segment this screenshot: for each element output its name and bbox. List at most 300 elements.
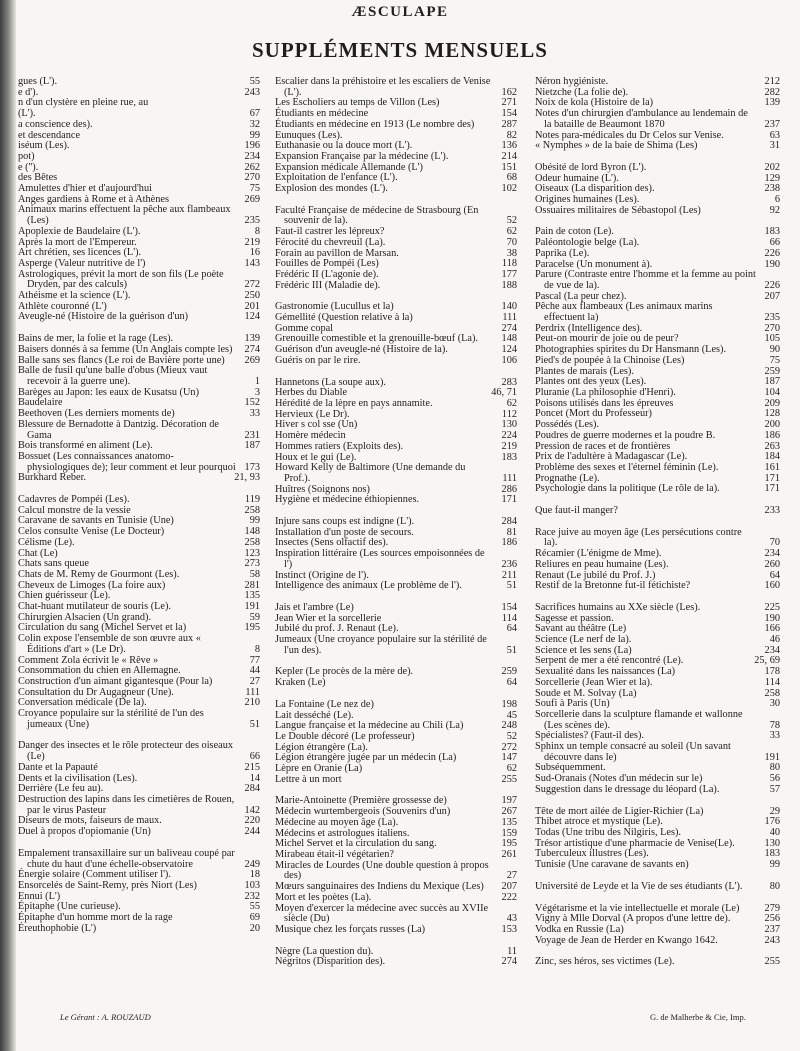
entry-page: 183 [764,848,780,860]
entry-title: Sphinx un temple consacré au soleil (Un savant découvre dans le) [535,741,731,763]
entry-title: Intelligence des animaux (Le problème de l'). [275,580,462,592]
entry-page: 238 [764,183,780,195]
entry-page: 259 [764,365,780,377]
entry-title: Apoplexie de Baudelaire (L'). [18,225,141,237]
entry-page: 139 [244,333,260,345]
entry-page: 226 [764,247,780,259]
entry-title: Kepler (Le procès de la mère de). [275,666,414,678]
entry-title: Chats sans queue [18,558,89,570]
entry-page: 171 [764,472,780,484]
page-title: SUPPLÉMENTS MENSUELS [252,38,548,62]
entry-title: Férocité du chevreuil (La). [275,236,386,248]
index-entry [275,356,517,367]
entry-title: Le Double décoré (Le professeur) [275,730,415,742]
entry-title: Frédéric III (Maladie de). [275,279,381,291]
entry-title: Origines humaines (Les). [535,194,640,206]
entry-page: 267 [501,806,517,818]
entry-page: 130 [501,419,517,431]
entry-title: Escalier dans la préhistoire et les escaliers de Venise (L'). [275,76,491,98]
entry-page: 183 [764,226,780,238]
entry-page: 184 [764,451,780,463]
entry-page: 64 [769,569,780,581]
entry-title: Todas (Une tribu des Nilgiris, Les). [535,827,681,838]
entry-title: Sud-Oranais (Notes d'un médecin sur le) [535,773,703,785]
entry-page: 214 [501,150,517,162]
entry-title: Savant au théâtre (Le) [535,623,627,635]
entry-page: 136 [501,140,517,152]
entry-title: Lait desséché (Le). [275,709,354,721]
entry-title: Végétarisme et la vie intellectuelle et morale (Le) [535,902,740,914]
entry-page: 104 [764,386,780,398]
entry-page: 258 [244,504,260,516]
entry-title: Grenouille comestible et la grenouille-bœuf (La). [275,333,479,345]
entry-title: Renaut (Le jubilé du Prof. J.) [535,569,656,581]
entry-title: Eunuques (Les). [275,129,343,141]
index-entry [18,420,260,441]
entry-page: 269 [244,354,260,366]
entry-title: Bains de mer, la folie et la rage (Les). [18,333,174,345]
entry-page: 55 [249,76,260,87]
entry-title: Vodka en Russie (La) [535,923,624,935]
entry-page: 111 [502,472,517,484]
entry-title: Faut-il castrer les lépreux? [275,226,385,238]
entry-page: 52 [506,215,517,227]
entry-page: 75 [769,354,780,366]
index-entry [275,238,517,249]
entry-title: Sacrifices humains au XXe siècle (Les). [535,601,701,613]
entry-title: Aveugle-né (Histoire de la guérison d'un) [18,311,189,323]
entry-title: Spécialistes? (Faut-il des). [535,730,644,742]
entry-title: Paracelse (Un monument à). [535,258,653,270]
entry-title: Huîtres (Soignons nos) [275,483,370,495]
entry-title: Oiseaux (La disparition des). [535,183,655,195]
index-entry [18,120,260,131]
entry-title: Subséquemment. [535,762,606,774]
entry-title: Après la mort de l'Empereur. [18,236,137,248]
entry-title: Barèges au Japon: les eaux de Kusatsu (Un) [18,386,199,398]
entry-title: Inspiration littéraire (Les sources empoisonnées de l') [275,548,485,570]
entry-title: Chien guérisseur (Le). [18,590,111,602]
entry-title: Fouilles de Pompéi (Les) [275,258,379,270]
entry-title: Blessure de Bernadotte à Dantzig. Décoration de Gama [18,418,220,441]
entry-title: Chat-huant mutilateur de souris (Le). [18,601,171,613]
index-entry [535,581,780,592]
entry-title: Consommation du chien en Allemagne. [18,665,181,677]
index-entry [535,206,780,217]
entry-page: 207 [764,290,780,302]
entry-page: 226 [764,279,780,291]
entry-page: 232 [244,890,260,902]
entry-title: Houx et le gui (Le). [275,451,357,463]
entry-page: 261 [501,849,517,860]
entry-page: 92 [769,204,780,216]
entry-title: Prognathe (Le). [535,472,600,484]
entry-page: 281 [244,579,260,591]
entry-page: 195 [501,838,517,850]
index-entry [535,431,780,442]
index-entry [275,184,517,195]
entry-title: Croyance populaire sur la stérilité de l'un des jumeaux (Une) [18,708,204,730]
entry-title: Caravane de savants en Tunisie (Une) [18,515,174,527]
entry-page: 123 [244,547,260,559]
entry-title: Instinct (Origine de l'). [275,569,369,581]
entry-title: et descendance [18,129,81,141]
entry-page: 243 [764,934,780,946]
entry-title: Pain de coton (Le). [535,226,614,238]
entry-title: La Fontaine (Le nez de) [275,698,374,710]
entry-page: 235 [764,312,780,324]
entry-page: 62 [506,397,517,409]
entry-page: 219 [244,236,260,248]
entry-page: 166 [764,623,780,635]
index-entry [18,452,260,473]
entry-title: Mœurs sanguinaires des Indiens du Mexique (Les) [275,881,484,893]
entry-title: Pied's de poupée à la Chinoise (Les) [535,354,685,366]
entry-page: 114 [764,676,780,688]
entry-page: 70 [769,537,780,549]
entry-title: Hervieux (Le Dr). [275,408,350,420]
index-entry [535,528,780,549]
index-entry [18,345,260,356]
index-entry [535,936,780,947]
entry-title: « Nymphes » de la baie de Shima (Les) [535,140,698,152]
entry-title: Négritos (Disparition des). [275,956,386,968]
entry-title: Perdrix (Intelligence des). [535,322,643,334]
entry-page: 186 [764,429,780,441]
entry-page: 45 [506,709,517,721]
index-entry [535,678,780,689]
index-entry [18,795,260,816]
index-entry [535,860,780,871]
entry-page: 187 [244,440,260,452]
entry-page: 196 [244,140,260,152]
index-entry [275,581,517,592]
entry-page: 75 [249,183,260,195]
entry-title: Baudelaire [18,397,63,409]
entry-page: 153 [501,923,517,935]
entry-title: Frédéric II (L'agonie de). [275,268,379,280]
entry-page: 68 [506,172,517,184]
index-entry [18,77,260,88]
entry-title: Guéris on par le rire. [275,354,361,366]
footer-gerant: Le Gérant : A. ROUZAUD [60,1012,151,1022]
entry-page: 14 [249,772,260,784]
entry-page: 225 [764,601,780,613]
entry-page: 67 [249,108,260,120]
entry-page: 201 [244,300,260,312]
index-entry [535,270,780,291]
index-entry [535,506,780,517]
entry-title: Kraken (Le) [275,677,326,689]
entry-title: Comment Zola écrivit le « Rêve » [18,654,159,666]
index-entry [535,710,780,731]
entry-page: 99 [249,129,260,141]
entry-title: Calcul monstre de la vessie [18,504,131,516]
entry-page: 258 [244,536,260,548]
entry-page: 190 [764,258,780,270]
entry-page: 171 [764,483,780,495]
entry-title: Balle de fusil qu'une balle d'obus (Mieux vaut recevoir à la guerre une). [18,365,208,387]
entry-page: 57 [769,783,780,795]
entry-title: Miracles de Lourdes (Une double question à propos des) [275,859,489,882]
index-entry [18,205,260,226]
index-entry [535,249,780,260]
entry-page: 124 [244,311,260,323]
entry-page: 178 [764,666,780,678]
entry-page: 186 [501,537,517,549]
entry-page: 160 [764,580,780,592]
entry-title: Sorcellerie (Jean Wier et la). [535,676,653,688]
entry-page: 237 [764,118,780,130]
entry-page: 11 [507,945,517,957]
entry-title: Installation d'un poste de secours. [275,526,414,538]
entry-page: 63 [769,129,780,141]
entry-title: Trésor artistique d'une pharmacie de Venise(Le). [535,837,735,849]
entry-title: Insectes (Sens olfactif des). [275,537,389,549]
entry-page: 59 [249,611,260,623]
index-entry [275,925,517,936]
index-entry [275,635,517,656]
entry-title: Suggestion dans le dressage du léopard (La). [535,783,720,795]
entry-title: (L'). [18,108,36,120]
entry-title: Circulation du sang (Michel Servet et la) [18,622,187,634]
entry-page: 51 [249,718,260,730]
entry-page: 20 [249,922,260,934]
entry-title: Jubilé du prof. J. Renaut (Le). [275,623,399,635]
entry-title: Injure sans coups est indigne (L'). [275,516,415,528]
entry-page: 198 [501,698,517,710]
index-entry [535,882,780,893]
entry-title: Néron hygiéniste. [535,76,609,87]
entry-title: Burkhard Reber. [18,472,87,484]
index-entry [535,560,780,571]
entry-page: 8 [254,225,260,237]
entry-page: 25, 69 [754,655,780,667]
index-entry [275,120,517,131]
index-entry [275,77,517,98]
entry-title: a conscience des). [18,118,93,130]
entry-page: 187 [764,376,780,388]
entry-page: 139 [764,97,780,109]
entry-page: 262 [244,161,260,173]
entry-title: gues (L'). [18,76,58,87]
entry-page: 1 [254,375,260,387]
entry-page: 6 [774,194,780,206]
entry-title: Notes para-médicales du Dr Celos sur Venise. [535,129,724,141]
entry-page: 209 [764,397,780,409]
entry-page: 112 [501,408,517,420]
entry-title: Duel à propos d'opiomanie (Un) [18,826,151,838]
entry-title: Les Escholiers au temps de Villon (Les) [275,97,440,109]
entry-title: Science (Le nerf de la). [535,634,632,646]
entry-page: 234 [764,548,780,560]
entry-title: Gémellité (Question relative à la) [275,312,413,324]
entry-page: 46, 71 [491,387,517,399]
letter-gap [275,936,517,947]
entry-title: Odeur humaine (L'). [535,172,619,184]
entry-page: 195 [244,622,260,634]
entry-page: 31 [769,140,780,152]
entry-page: 82 [506,129,517,141]
entry-title: Éreuthophobie (L') [18,922,97,934]
entry-page: 207 [501,881,517,893]
entry-page: 102 [501,183,517,195]
entry-page: 111 [502,312,517,324]
entry-title: Sorcellerie dans la sculpture flamande et wallonne (Les scènes de). [535,708,743,731]
entry-page: 283 [501,376,517,388]
entry-page: 248 [501,720,517,732]
entry-page: 44 [249,665,260,677]
entry-title: Mirabeau était-il végétarien? [275,849,394,860]
entry-title: Lettre à un mort [275,773,342,785]
entry-title: Reliures en peau humaine (Les). [535,558,669,570]
entry-page: 142 [244,804,260,816]
entry-page: 234 [764,644,780,656]
entry-page: 210 [244,697,260,709]
entry-title: Dante et la Papauté [18,761,98,773]
entry-title: pot) [18,150,35,162]
entry-title: Tuberculeux illustres (Les). [535,848,649,860]
entry-page: 249 [244,858,260,870]
entry-page: 40 [769,827,780,838]
entry-title: Ennui (L') [18,890,61,902]
letter-gap [275,367,517,378]
entry-page: 27 [249,675,260,687]
index-entry [18,98,260,109]
index-entry [275,442,517,453]
entry-title: Prix de l'adultère à Madagascar (Le). [535,451,688,463]
entry-page: 258 [764,687,780,699]
entry-page: 90 [769,344,780,356]
entry-page: 212 [764,76,780,87]
entry-page: 16 [249,247,260,259]
entry-page: 176 [764,816,780,828]
index-entry [18,741,260,762]
entry-title: Énergie solaire (Comment utiliser l'). [18,869,171,881]
entry-title: Plantes ont des yeux (Les). [535,376,647,388]
entry-title: Michel Servet et la circulation du sang. [275,838,437,850]
entry-title: Paléontologie belge (La). [535,237,640,249]
entry-page: 80 [769,880,780,892]
entry-page: 29 [769,805,780,817]
entry-page: 66 [249,751,260,763]
entry-title: Baisers donnés à sa femme (Un Anglais compte les) [18,343,233,355]
entry-title: Expansion médicale Allemande (L') [275,161,423,173]
entry-page: 152 [244,397,260,409]
entry-title: Poudres de guerre modernes et la poudre B. [535,429,716,441]
entry-page: 33 [769,730,780,742]
entry-page: 284 [244,783,260,795]
index-column-2 [275,77,517,968]
entry-title: e (''). [18,161,39,173]
entry-page: 259 [501,666,517,678]
entry-page: 250 [244,290,260,302]
entry-title: Gomme copal [275,322,334,334]
index-entry [275,700,517,711]
entry-page: 260 [764,558,780,570]
entry-title: Voyage de Jean de Herder en Kwango 1642. [535,934,718,946]
index-entry [275,549,517,570]
entry-title: Sagesse et passion. [535,612,614,624]
binding-shadow [0,0,16,1051]
entry-title: Épitaphe (Une curieuse). [18,901,121,913]
entry-title: Bois transformé en aliment (Le). [18,440,153,452]
entry-title: Athéisme et la science (L'). [18,290,131,302]
entry-page: 202 [764,161,780,173]
index-entry [275,206,517,227]
running-head: ÆSCULAPE [351,4,449,20]
entry-title: Université de Leyde et la Vie de ses étudiants (L'). [535,880,743,892]
index-entry [535,742,780,763]
entry-page: 274 [501,956,517,968]
entry-title: Parure (Contraste entre l'homme et la femme au point de vue de la). [535,269,756,291]
entry-page: 237 [764,923,780,935]
entry-title: Danger des insectes et le rôle protecteur des oiseaux (Le) [18,740,234,763]
entry-page: 103 [244,879,260,891]
entry-page: 64 [506,623,517,635]
entry-title: Étudiants en médecine [275,108,369,120]
entry-page: 111 [245,686,260,698]
entry-title: Sexualité dans les naissances (La) [535,666,676,678]
entry-page: 114 [501,612,517,624]
entry-title: Pascal (La peur chez). [535,290,627,302]
entry-title: Exploitation de l'enfance (L'). [275,172,398,184]
entry-title: Derrière (Le feu au). [18,783,104,795]
entry-page: 273 [244,558,260,570]
entry-title: Noix de kola (Histoire de la) [535,97,654,109]
entry-page: 255 [501,773,517,785]
entry-title: Amulettes d'hier et d'aujourd'hui [18,183,152,195]
entry-title: Jais et l'ambre (Le) [275,601,354,613]
entry-page: 56 [769,773,780,785]
entry-page: 286 [501,483,517,495]
index-entry [275,495,517,506]
entry-page: 197 [501,795,517,807]
entry-page: 66 [769,237,780,249]
index-entry [18,924,260,935]
entry-title: Ensorcelés de Saint-Remy, près Niort (Les) [18,879,197,891]
footer-printer: G. de Malherbe & Cie, Imp. [650,1012,746,1022]
index-entry [18,312,260,323]
entry-page: 287 [501,118,517,130]
entry-page: 255 [764,956,780,968]
entry-page: 51 [506,580,517,592]
entry-page: 219 [501,440,517,452]
entry-title: Hygiène et médecine éthiopiennes. [275,494,420,506]
entry-page: 270 [244,172,260,184]
letter-gap [535,796,780,807]
index-entry [275,904,517,925]
entry-title: Jean Wier et la sorcellerie [275,612,382,624]
index-entry [18,849,260,870]
entry-page: 279 [764,902,780,914]
entry-title: Récamier (L'énigme de Mme). [535,548,662,560]
entry-title: Art chrétien, ses licences (L'). [18,247,142,259]
entry-title: Hommes ratiers (Exploits des). [275,440,404,452]
index-entry [275,893,517,904]
entry-page: 27 [506,870,517,882]
entry-title: Herbes du Diable [275,387,348,399]
index-column-3 [535,77,780,968]
entry-title: Explosion des mondes (L'). [275,183,388,195]
entry-title: Célisme (Le). [18,536,75,548]
entry-title: n d'un clystère en pleine rue, au [18,97,149,109]
entry-title: Obésité de lord Byron (L'). [535,161,647,173]
entry-page: 30 [769,698,780,710]
entry-page: 43 [506,913,517,925]
entry-page: 151 [501,161,517,173]
index-entry [275,775,517,786]
